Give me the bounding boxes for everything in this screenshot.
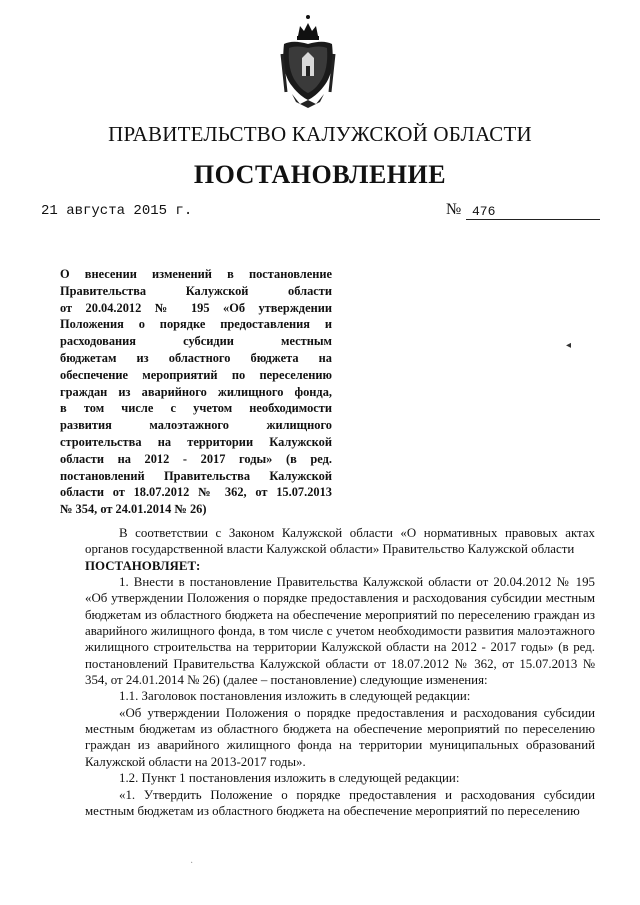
scan-speck: ◂ bbox=[566, 340, 572, 351]
subject-line: развития малоэтажного жилищного bbox=[60, 418, 332, 433]
document-type: ПОСТАНОВЛЕНИЕ bbox=[193, 160, 447, 189]
subject-line: О внесении изменений в постановление bbox=[60, 267, 332, 281]
subject-line: № 354, от 24.01.2014 № 26) bbox=[60, 502, 207, 517]
subject-line: граждан из аварийного жилищного фонда, bbox=[60, 384, 332, 399]
subject-line: Правительства Калужской области bbox=[60, 283, 332, 298]
document-number: 476 bbox=[472, 204, 496, 219]
document-subject bbox=[60, 266, 332, 518]
subject-line: постановлений Правительства Калужской bbox=[60, 468, 332, 483]
body-paragraph: 1.2. Пункт 1 постановления изложить в следующей редакции: bbox=[119, 771, 460, 786]
number-sign: № bbox=[446, 201, 462, 218]
body-paragraph: «Об утверждении Положения о порядке предоставления и расходования субсидии местным бюджетам из областного бюджета на обеспечение мероприятий по переселению граждан из аварийного жилищного фонда на территории муниципальных образований Калужской области на 2013-2017 годы». bbox=[85, 705, 595, 769]
document-body bbox=[85, 525, 595, 819]
subject-line: Положения о порядке предоставления и bbox=[60, 317, 332, 332]
subject-line: бюджетам из областного бюджета на bbox=[60, 350, 332, 365]
body-paragraph: 1. Внести в постановление Правительства Калужской области от 20.04.2012 № 195 «Об утверждении Положения о порядке предоставления и расходования субсидии местным бюджетам из областного бюджета на обеспечение мероприятий по переселению граждан из аварийного жилищного фонда, в том числе с учетом необходимости развития малоэтажного жилищного строительства на территории Калужской области на 2012 - 2017 годы» (в ред. постановлений Правительства Калужской области от 18.07.2012 № 362, от 15.07.2013 № 354, от 24.01.2014 № 26) (далее – постановление) следующие изменения: bbox=[85, 575, 595, 688]
government-name: ПРАВИТЕЛЬСТВО КАЛУЖСКОЙ ОБЛАСТИ bbox=[108, 122, 532, 146]
number-underline bbox=[466, 219, 600, 220]
coat-of-arms-emblem bbox=[280, 14, 336, 110]
subject-line: области на 2012 - 2017 годы» (в ред. bbox=[60, 451, 332, 466]
body-paragraph: 1.1. Заголовок постановления изложить в следующей редакции: bbox=[119, 689, 471, 704]
subject-line: области от 18.07.2012 № 362, от 15.07.2013 bbox=[60, 485, 332, 500]
document-date: 21 августа 2015 г. bbox=[41, 203, 193, 219]
subject-line: расходования субсидии местным bbox=[60, 334, 332, 349]
body-paragraph: «1. Утвердить Положение о порядке предоставления и расходования субсидии местным бюджетам из областного бюджета на обеспечение мероприятий по переселению bbox=[85, 787, 595, 818]
subject-line: обеспечение мероприятий по переселению bbox=[60, 367, 332, 382]
subject-line: строительства на территории Калужской bbox=[60, 434, 332, 449]
preamble-paragraph: В соответствии с Законом Калужской области «О нормативных правовых актах органов государственной власти Калужской области» Правительство Калужской области bbox=[85, 526, 595, 557]
subject-line: от 20.04.2012 № 195 «Об утверждении bbox=[60, 300, 332, 315]
decree-keyword: ПОСТАНОВЛЯЕТ: bbox=[85, 558, 201, 573]
subject-line: в том числе с учетом необходимости bbox=[60, 401, 332, 416]
scan-speck: · bbox=[190, 858, 194, 869]
